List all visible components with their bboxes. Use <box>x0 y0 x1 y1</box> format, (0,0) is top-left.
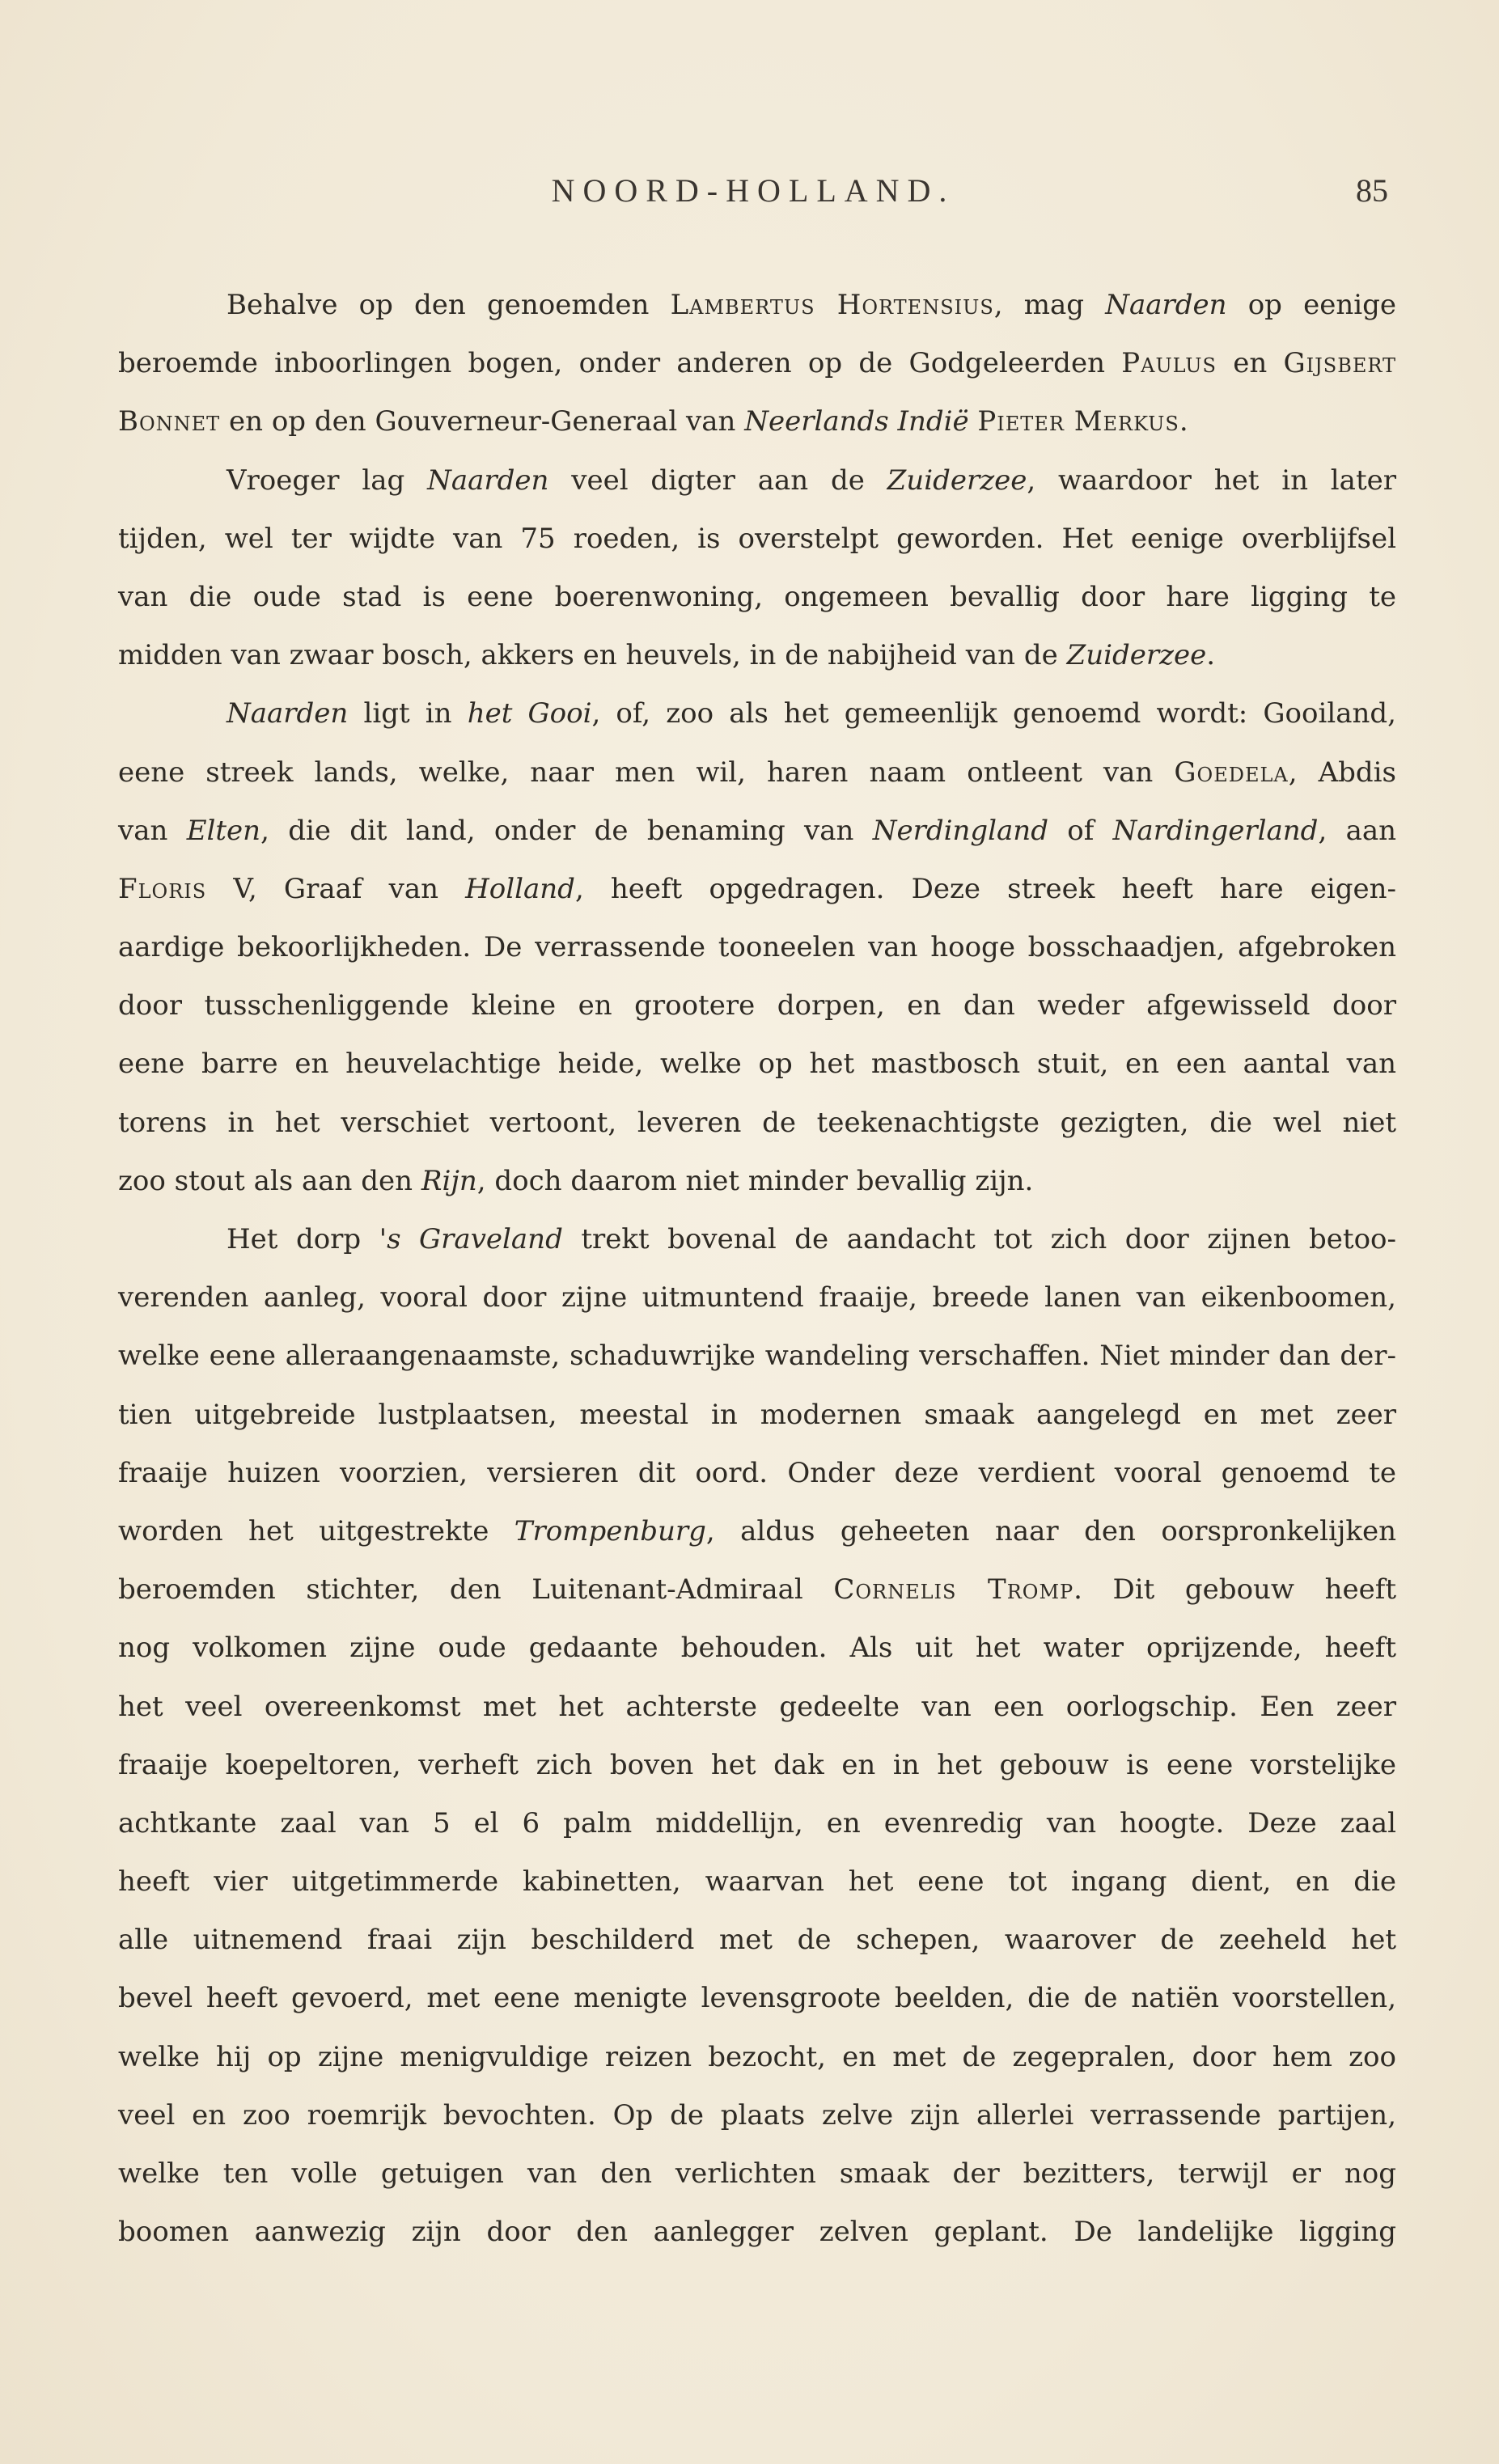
text-line: tijden, wel ter wijdte van 75 roeden, is overstelpt geworden. Het eenige overblijfsel <box>118 522 1396 555</box>
text-line: veel en zoo roemrijk bevochten. Op de plaats zelve zijn allerlei verrassende partijen, <box>118 2098 1396 2132</box>
text-line: beroemde inboorlingen bogen, onder anderen op de Godgeleerden Paulus en Gijsbert <box>118 347 1397 380</box>
text-line: Bonnet en op den Gouverneur-Generaal van Neerlands Indië Pieter Merkus. <box>118 405 1188 438</box>
text-line: boomen aanwezig zijn door den aanlegger zelven geplant. De landelijke ligging <box>118 2216 1396 2249</box>
text-line: Vroeger lag Naarden veel digter aan de Zuiderzee, waardoor het in later <box>227 464 1396 497</box>
text-line: welke eene alleraangenaamste, schaduwrijke wandeling verschaffen. Niet minder dan der- <box>118 1340 1396 1373</box>
text-line: beroemden stichter, den Luitenant-Admiraal Cornelis Tromp. Dit gebouw heeft <box>118 1573 1396 1607</box>
text-line: Floris V, Graaf van Holland, heeft opgedragen. Deze streek heeft hare eigen- <box>118 872 1397 905</box>
text-line: fraaije koepeltoren, verheft zich boven het dak en in het gebouw is eene vorstelijke <box>118 1748 1396 1781</box>
text-line: van Elten, die dit land, onder de benaming van Nerdingland of Nardingerland, aan <box>118 814 1397 847</box>
page-number: 85 <box>1356 172 1388 209</box>
text-line: tien uitgebreide lustplaatsen, meestal in modernen smaak aangelegd en met zeer <box>118 1398 1396 1431</box>
paragraph <box>118 1210 1396 2261</box>
text-line: Behalve op den genoemden Lambertus Hortensius, mag Naarden op eenige <box>227 289 1397 321</box>
text-line: heeft vier uitgetimmerde kabinetten, waarvan het eene tot ingang dient, en die <box>118 1865 1396 1899</box>
text-line: Het dorp 's Graveland trekt bovenal de aandacht tot zich door zijnen betoo- <box>227 1223 1396 1255</box>
text-line: fraaije huizen voorzien, versieren dit oord. Onder deze verdient vooral genoemd te <box>118 1456 1396 1489</box>
text-line: welke ten volle getuigen van den verlichten smaak der bezitters, terwijl er nog <box>118 2157 1396 2190</box>
text-line: eene barre en heuvelachtige heide, welke op het mastbosch stuit, en een aantal van <box>118 1048 1396 1081</box>
text-line: door tusschenliggende kleine en grootere dorpen, en dan weder afgewisseld door <box>118 989 1396 1022</box>
text-line: zoo stout als aan den Rijn, doch daarom niet minder bevallig zijn. <box>118 1164 1034 1197</box>
text-line: het veel overeenkomst met het achterste gedeelte van een oorlogschip. Een zeer <box>118 1690 1396 1723</box>
text-line: aardige bekoorlijkheden. De verrassende tooneelen van hooge bosschaadjen, afgebroken <box>118 931 1396 964</box>
paragraph <box>118 451 1396 685</box>
paragraph <box>118 276 1396 451</box>
running-title: NOORD-HOLLAND. <box>551 172 955 209</box>
text-line: torens in het verschiet vertoont, leveren de teekenachtigste gezigten, die wel niet <box>118 1106 1396 1139</box>
text-line: worden het uitgestrekte Trompenburg, aldus geheeten naar den oorspronkelijken <box>118 1514 1396 1547</box>
text-line: alle uitnemend fraai zijn beschilderd met de schepen, waarover de zeeheld het <box>118 1924 1396 1957</box>
page-header <box>118 171 1388 220</box>
text-line: midden van zwaar bosch, akkers en heuvels, in de nabijheid van de Zuiderzee. <box>118 639 1216 672</box>
text-line: verenden aanleg, vooral door zijne uitmuntend fraaije, breede lanen van eikenboomen, <box>118 1281 1396 1315</box>
text-line: van die oude stad is eene boerenwoning, ongemeen bevallig door hare ligging te <box>118 580 1396 613</box>
body-text <box>118 276 1396 2261</box>
text-line: nog volkomen zijne oude gedaante behouden. Als uit het water oprijzende, heeft <box>118 1632 1396 1665</box>
paragraph <box>118 684 1396 1210</box>
text-line: eene streek lands, welke, naar men wil, haren naam ontleent van Goedela, Abdis <box>118 756 1396 789</box>
text-line: bevel heeft gevoerd, met eene menigte levensgroote beelden, die de natiën voorstellen, <box>118 1982 1396 2015</box>
text-line: achtkante zaal van 5 el 6 palm middellijn, en evenredig van hoogte. Deze zaal <box>118 1806 1396 1840</box>
text-line: welke hij op zijne menigvuldige reizen bezocht, en met de zegepralen, door hem zoo <box>118 2040 1396 2073</box>
text-line: Naarden ligt in het Gooi, of, zoo als het gemeenlijk genoemd wordt: Gooiland, <box>227 697 1396 730</box>
